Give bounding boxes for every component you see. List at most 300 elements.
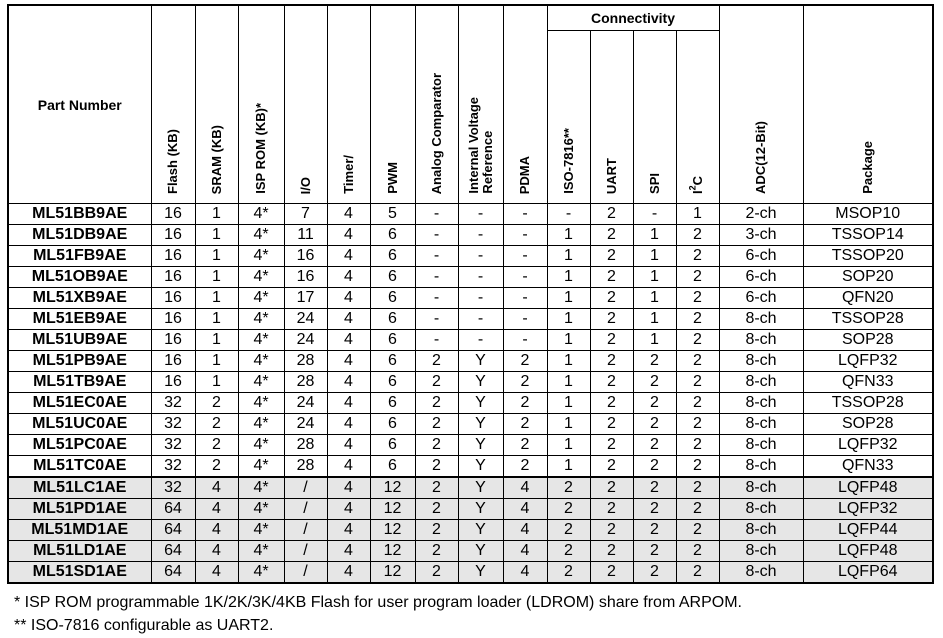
header-internal-voltage-reference (458, 5, 503, 204)
table-cell: 2 (415, 351, 458, 372)
table-cell: 8-ch (719, 499, 803, 520)
table-cell: 4* (238, 330, 284, 351)
table-cell: - (503, 246, 547, 267)
table-cell: - (415, 330, 458, 351)
table-cell: 6 (370, 372, 415, 393)
table-cell: 4 (327, 246, 370, 267)
table-cell: QFN33 (803, 456, 933, 478)
table-cell: 4* (238, 246, 284, 267)
table-cell: 4* (238, 204, 284, 225)
table-row (8, 246, 933, 267)
table-cell: 2 (590, 499, 633, 520)
table-cell: Y (458, 393, 503, 414)
table-cell: Y (458, 562, 503, 584)
table-cell: 12 (370, 562, 415, 584)
table-cell: Y (458, 456, 503, 478)
part-number-cell: ML51DB9AE (8, 225, 151, 246)
table-cell: 4 (327, 456, 370, 478)
part-comparison-table-wrapper (7, 4, 934, 584)
header-i2c-tail: C (689, 175, 705, 186)
table-cell: - (458, 246, 503, 267)
table-cell: 2 (676, 330, 719, 351)
header-i2c (676, 31, 719, 204)
table-cell: 2 (590, 562, 633, 584)
table-cell: 2 (590, 351, 633, 372)
table-cell: 2 (547, 541, 590, 562)
table-cell: 1 (547, 309, 590, 330)
table-cell: 16 (151, 204, 195, 225)
table-cell: LQFP44 (803, 520, 933, 541)
table-row (8, 309, 933, 330)
header-internal-voltage-line2: Reference (479, 131, 495, 194)
part-number-cell: ML51TC0AE (8, 456, 151, 478)
table-cell: / (284, 477, 327, 499)
table-cell: - (415, 267, 458, 288)
part-number-cell: ML51EB9AE (8, 309, 151, 330)
header-flash (151, 5, 195, 204)
table-cell: - (503, 309, 547, 330)
table-cell: 4 (327, 562, 370, 584)
table-cell: 2 (503, 435, 547, 456)
table-cell: 8-ch (719, 435, 803, 456)
table-cell: 16 (151, 309, 195, 330)
table-cell: 6 (370, 267, 415, 288)
table-cell: 6 (370, 309, 415, 330)
table-row (8, 499, 933, 520)
table-cell: 8-ch (719, 477, 803, 499)
table-cell: 4 (195, 499, 238, 520)
table-cell: 2 (415, 456, 458, 478)
table-cell: QFN20 (803, 288, 933, 309)
table-cell: 1 (547, 456, 590, 478)
table-cell: 4 (503, 477, 547, 499)
table-cell: 2 (195, 456, 238, 478)
table-cell: 2 (503, 456, 547, 478)
table-cell: 4 (327, 499, 370, 520)
part-number-cell: ML51UC0AE (8, 414, 151, 435)
table-cell: Y (458, 499, 503, 520)
table-cell: - (415, 225, 458, 246)
table-cell: 6 (370, 456, 415, 478)
table-cell: 1 (195, 288, 238, 309)
table-cell: 2 (590, 393, 633, 414)
table-cell: 4* (238, 562, 284, 584)
table-cell: 1 (195, 330, 238, 351)
table-cell: - (503, 204, 547, 225)
table-row (8, 351, 933, 372)
header-isp-rom-text: ISP ROM (KB)* (253, 103, 268, 194)
table-cell: 4* (238, 414, 284, 435)
table-cell: 1 (547, 288, 590, 309)
header-analog-comparator (415, 5, 458, 204)
table-cell: - (633, 204, 676, 225)
table-cell: 6 (370, 330, 415, 351)
table-cell: - (415, 204, 458, 225)
table-cell: Y (458, 372, 503, 393)
table-cell: 2 (633, 393, 676, 414)
table-cell: 2 (633, 520, 676, 541)
table-cell: 16 (151, 246, 195, 267)
table-cell: Y (458, 520, 503, 541)
table-cell: / (284, 520, 327, 541)
table-cell: 32 (151, 456, 195, 478)
table-cell: 4 (195, 520, 238, 541)
table-cell: 2 (415, 520, 458, 541)
table-cell: 4 (327, 520, 370, 541)
table-row (8, 330, 933, 351)
table-cell: 32 (151, 414, 195, 435)
header-sram-text: SRAM (KB) (208, 124, 224, 194)
table-cell: 6 (370, 288, 415, 309)
table-cell: 4 (503, 520, 547, 541)
table-cell: 4 (327, 477, 370, 499)
table-row (8, 267, 933, 288)
table-cell: 4* (238, 309, 284, 330)
table-cell: 4 (327, 393, 370, 414)
table-cell: 2 (415, 414, 458, 435)
header-spi (633, 31, 676, 204)
table-cell: 6 (370, 393, 415, 414)
table-cell: Y (458, 414, 503, 435)
table-cell: QFN33 (803, 372, 933, 393)
header-package-text: Package (859, 141, 875, 194)
table-cell: - (503, 267, 547, 288)
table-cell: 16 (151, 288, 195, 309)
table-row (8, 288, 933, 309)
table-cell: - (503, 330, 547, 351)
table-cell: 2 (590, 477, 633, 499)
table-cell: Y (458, 351, 503, 372)
table-cell: 8-ch (719, 520, 803, 541)
table-cell: 2 (590, 225, 633, 246)
header-analog-comparator-text: Analog Comparator (428, 72, 444, 194)
table-cell: LQFP48 (803, 477, 933, 499)
table-cell: 2 (676, 414, 719, 435)
table-cell: 16 (151, 225, 195, 246)
table-cell: 2 (676, 309, 719, 330)
table-cell: 1 (195, 225, 238, 246)
header-pdma-text: PDMA (517, 155, 532, 194)
table-row (8, 393, 933, 414)
table-cell: 4 (195, 562, 238, 584)
table-cell: 8-ch (719, 414, 803, 435)
table-cell: 1 (547, 351, 590, 372)
header-internal-voltage-line1: Internal Voltage (465, 97, 481, 194)
table-cell: 64 (151, 520, 195, 541)
table-cell: - (458, 288, 503, 309)
table-cell: - (458, 267, 503, 288)
table-cell: 4 (195, 541, 238, 562)
table-cell: - (503, 225, 547, 246)
header-part-number: Part Number (8, 5, 151, 204)
table-cell: 1 (547, 393, 590, 414)
table-cell: 8-ch (719, 351, 803, 372)
table-cell: / (284, 562, 327, 584)
part-number-cell: ML51BB9AE (8, 204, 151, 225)
table-cell: - (415, 288, 458, 309)
table-cell: 4* (238, 456, 284, 478)
table-cell: 28 (284, 456, 327, 478)
table-cell: 8-ch (719, 393, 803, 414)
table-cell: 1 (547, 246, 590, 267)
table-cell: SOP28 (803, 414, 933, 435)
table-cell: 2 (590, 541, 633, 562)
table-cell: 2 (633, 541, 676, 562)
table-cell: 32 (151, 393, 195, 414)
header-connectivity: Connectivity (547, 5, 719, 31)
part-number-cell: ML51PC0AE (8, 435, 151, 456)
table-cell: 2 (415, 372, 458, 393)
header-io (284, 5, 327, 204)
table-cell: 6 (370, 414, 415, 435)
table-cell: 2-ch (719, 204, 803, 225)
table-cell: 2 (415, 435, 458, 456)
table-cell: 4* (238, 499, 284, 520)
table-cell: 2 (590, 288, 633, 309)
table-cell: 1 (195, 246, 238, 267)
table-row (8, 435, 933, 456)
header-flash-text: Flash (KB) (165, 129, 180, 194)
table-cell: 1 (547, 330, 590, 351)
table-cell: 4 (503, 499, 547, 520)
table-cell: 4 (327, 330, 370, 351)
header-spi-text: SPI (646, 173, 662, 194)
table-cell: 1 (633, 246, 676, 267)
table-cell: 24 (284, 414, 327, 435)
table-cell: 6-ch (719, 246, 803, 267)
table-cell: 2 (590, 372, 633, 393)
table-cell: 4 (327, 288, 370, 309)
table-cell: 2 (676, 499, 719, 520)
table-cell: 32 (151, 477, 195, 499)
table-cell: 2 (590, 330, 633, 351)
header-iso7816 (547, 31, 590, 204)
table-cell: 4 (327, 414, 370, 435)
table-cell: 2 (547, 477, 590, 499)
table-cell: 16 (151, 267, 195, 288)
table-cell: 24 (284, 393, 327, 414)
header-pwm-text: PWM (384, 162, 400, 194)
footnote-isp-rom: * ISP ROM programmable 1K/2K/3K/4KB Flash for user program loader (LDROM) share from ARPOM. (14, 594, 742, 611)
table-cell: 16 (284, 246, 327, 267)
table-cell: 2 (415, 541, 458, 562)
part-number-cell: ML51LC1AE (8, 477, 151, 499)
table-cell: 3-ch (719, 225, 803, 246)
table-cell: 2 (633, 351, 676, 372)
table-cell: LQFP48 (803, 541, 933, 562)
table-cell: Y (458, 477, 503, 499)
table-cell: SOP20 (803, 267, 933, 288)
table-cell: 6 (370, 225, 415, 246)
table-cell: 2 (503, 393, 547, 414)
table-row (8, 477, 933, 499)
table-cell: 16 (151, 351, 195, 372)
table-cell: 4 (327, 372, 370, 393)
table-cell: 4* (238, 393, 284, 414)
table-cell: 1 (547, 267, 590, 288)
header-sram (195, 5, 238, 204)
header-i2c-sup: 2 (687, 185, 698, 191)
table-cell: 2 (590, 267, 633, 288)
table-row (8, 456, 933, 478)
table-cell: LQFP32 (803, 499, 933, 520)
table-cell: 64 (151, 499, 195, 520)
table-cell: 2 (676, 477, 719, 499)
table-cell: 1 (195, 351, 238, 372)
header-pwm (370, 5, 415, 204)
table-cell: 4* (238, 351, 284, 372)
table-cell: 2 (590, 204, 633, 225)
table-cell: 24 (284, 330, 327, 351)
table-cell: 2 (676, 372, 719, 393)
table-cell: 1 (633, 309, 676, 330)
table-cell: 2 (547, 520, 590, 541)
table-cell: 1 (195, 372, 238, 393)
table-cell: 4 (327, 351, 370, 372)
table-cell: 4 (327, 267, 370, 288)
table-cell: 2 (415, 477, 458, 499)
header-io-text: I/O (297, 176, 313, 194)
table-cell: 2 (676, 541, 719, 562)
table-cell: - (415, 309, 458, 330)
table-cell: 2 (676, 393, 719, 414)
table-cell: 1 (547, 372, 590, 393)
table-cell: / (284, 499, 327, 520)
table-cell: 2 (633, 372, 676, 393)
table-cell: 28 (284, 372, 327, 393)
table-cell: 2 (590, 435, 633, 456)
table-cell: 2 (676, 288, 719, 309)
part-number-cell: ML51UB9AE (8, 330, 151, 351)
table-cell: - (503, 288, 547, 309)
table-cell: 4* (238, 372, 284, 393)
header-pdma (503, 5, 547, 204)
part-comparison-table (7, 4, 934, 584)
table-cell: - (458, 204, 503, 225)
table-cell: 4 (327, 204, 370, 225)
table-row (8, 372, 933, 393)
table-cell: 2 (676, 225, 719, 246)
table-cell: - (458, 309, 503, 330)
table-cell: 6 (370, 246, 415, 267)
table-cell: 12 (370, 477, 415, 499)
table-cell: 1 (547, 435, 590, 456)
header-uart (590, 31, 633, 204)
table-row (8, 520, 933, 541)
table-cell: 2 (676, 562, 719, 584)
table-cell: 2 (195, 435, 238, 456)
table-cell: 11 (284, 225, 327, 246)
table-cell: 12 (370, 499, 415, 520)
header-timer (327, 5, 370, 204)
header-package (803, 5, 933, 204)
part-number-cell: ML51PD1AE (8, 499, 151, 520)
table-row (8, 414, 933, 435)
table-cell: 1 (633, 225, 676, 246)
table-cell: 8-ch (719, 330, 803, 351)
table-cell: 1 (195, 309, 238, 330)
header-iso7816-text: ISO-7816** (560, 128, 576, 194)
header-uart-text: UART (603, 157, 619, 194)
table-cell: 2 (503, 414, 547, 435)
footnote-iso7816: ** ISO-7816 configurable as UART2. (14, 617, 274, 634)
table-cell: 1 (633, 288, 676, 309)
table-cell: 2 (590, 246, 633, 267)
table-cell: 2 (590, 309, 633, 330)
table-row (8, 541, 933, 562)
table-cell: 8-ch (719, 541, 803, 562)
table-cell: 16 (151, 372, 195, 393)
part-number-cell: ML51XB9AE (8, 288, 151, 309)
table-cell: - (415, 246, 458, 267)
table-cell: 4* (238, 288, 284, 309)
table-cell: 1 (195, 267, 238, 288)
table-cell: 8-ch (719, 456, 803, 478)
table-cell: 2 (195, 414, 238, 435)
table-cell: 2 (590, 414, 633, 435)
table-cell: TSSOP20 (803, 246, 933, 267)
table-cell: 2 (633, 456, 676, 478)
table-cell: 8-ch (719, 562, 803, 584)
table-cell: 2 (676, 520, 719, 541)
part-number-cell: ML51EC0AE (8, 393, 151, 414)
table-cell: 5 (370, 204, 415, 225)
table-cell: - (458, 225, 503, 246)
table-cell: 28 (284, 351, 327, 372)
table-cell: 4* (238, 435, 284, 456)
table-cell: LQFP32 (803, 351, 933, 372)
table-cell: 2 (633, 562, 676, 584)
table-cell: 6-ch (719, 267, 803, 288)
table-row (8, 204, 933, 225)
table-body (8, 204, 933, 584)
table-row (8, 562, 933, 584)
table-cell: SOP28 (803, 330, 933, 351)
table-cell: 4 (503, 562, 547, 584)
table-cell: 4* (238, 541, 284, 562)
table-cell: 4 (327, 435, 370, 456)
part-number-cell: ML51PB9AE (8, 351, 151, 372)
table-cell: 6-ch (719, 288, 803, 309)
table-cell: 4 (503, 541, 547, 562)
table-cell: 8-ch (719, 372, 803, 393)
table-cell: 2 (633, 435, 676, 456)
table-cell: 1 (633, 330, 676, 351)
table-cell: 2 (676, 246, 719, 267)
table-row (8, 225, 933, 246)
part-number-cell: ML51TB9AE (8, 372, 151, 393)
table-cell: 4* (238, 520, 284, 541)
table-cell: 12 (370, 520, 415, 541)
table-cell: 4 (327, 541, 370, 562)
part-number-cell: ML51LD1AE (8, 541, 151, 562)
table-cell: 6 (370, 435, 415, 456)
table-cell: 2 (590, 520, 633, 541)
table-cell: TSSOP28 (803, 309, 933, 330)
table-cell: 2 (195, 393, 238, 414)
part-number-cell: ML51OB9AE (8, 267, 151, 288)
part-number-cell: ML51FB9AE (8, 246, 151, 267)
table-cell: 1 (547, 414, 590, 435)
table-cell: 16 (151, 330, 195, 351)
table-cell: LQFP64 (803, 562, 933, 584)
part-number-cell: ML51SD1AE (8, 562, 151, 584)
table-cell: 32 (151, 435, 195, 456)
table-cell: 2 (633, 414, 676, 435)
table-cell: 1 (633, 267, 676, 288)
table-cell: 2 (676, 456, 719, 478)
table-cell: 2 (415, 393, 458, 414)
